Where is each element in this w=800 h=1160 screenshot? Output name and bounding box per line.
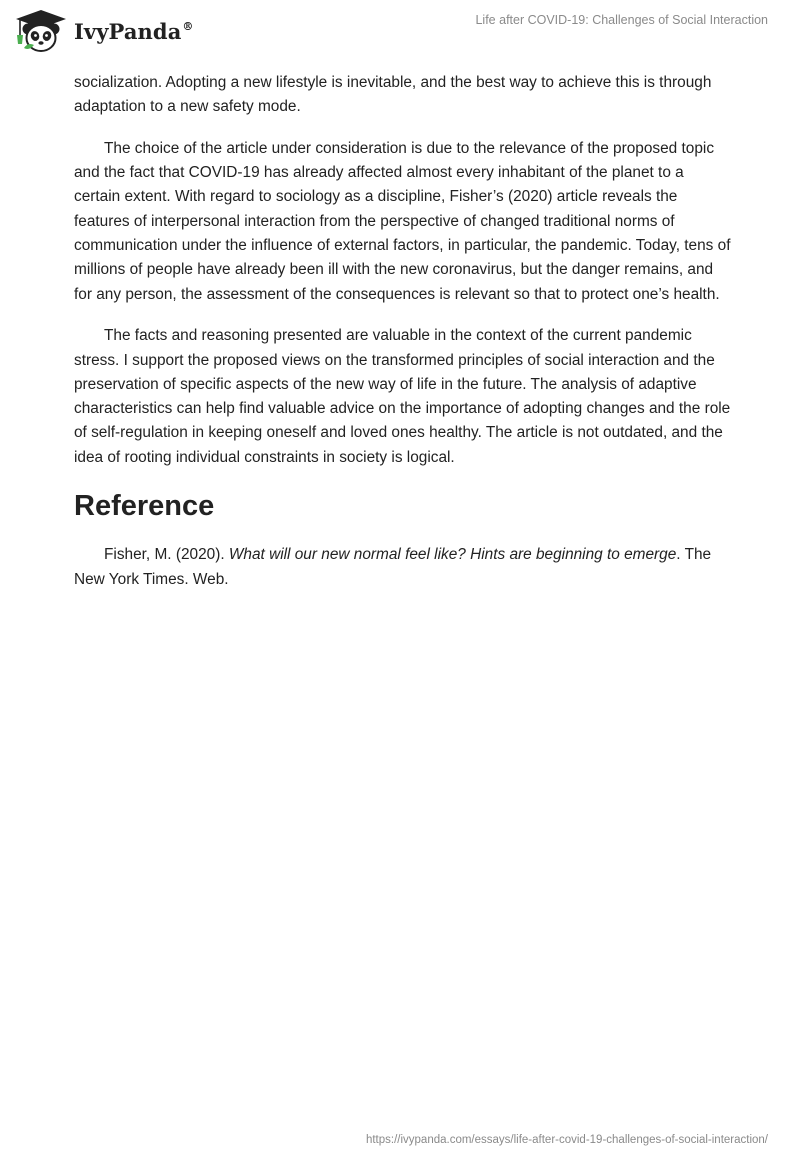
ivypanda-logo[interactable] [14,8,194,54]
reference-entry [74,542,734,592]
paragraph-continued: socialization. Adopting a new lifestyle is inevitable, and the best way to achieve this is through adaptation to a new safety mode. [74,74,712,116]
registered-mark: ® [182,19,194,33]
reference-source: . The New York Times. Web. [74,546,712,589]
reference-heading: Reference [74,490,215,523]
brand-name: IvyPanda® [74,18,194,44]
running-title: Life after COVID-19: Challenges of Social Interaction [475,13,768,27]
page-url[interactable]: https://ivypanda.com/essays/life-after-covid-19-challenges-of-social-interaction/ [365,1134,768,1146]
paragraph-article-choice: The choice of the article under consideration is due to the relevance of the proposed topic and the fact that COVID-19 has already affected almost every inhabitant of the planet to a certain extent. With regard to sociology as a discipline, Fisher’s (2020) article reveals the features of interpersonal interaction from the perspective of changed traditional norms of communication under the influence of external factors, in particular, the pandemic. Today, tens of millions of people have already been ill with the new coronavirus, but the danger remains, and for any person, the assessment of the consequences is relevant so that to protect one’s health. [74,139,731,303]
reference-author-year: Fisher, M. (2020). [104,546,229,564]
page-header [0,0,800,70]
essay-content [74,71,734,592]
panda-graduation-cap-icon [14,8,68,54]
paragraph-facts-reasoning: The facts and reasoning presented are valuable in the context of the current pandemic stress. I support the proposed views on the transformed principles of social interaction and the preservation of specific aspects of the new way of life in the future. The analysis of adaptive characteristics can help find valuable advice on the importance of adopting changes and the role of self-regulation in keeping oneself and loved ones healthy. The article is not outdated, and the idea of rooting individual constraints in society is logical. [74,327,731,466]
reference-title: What will our new normal feel like? Hints are beginning to emerge [228,546,677,564]
